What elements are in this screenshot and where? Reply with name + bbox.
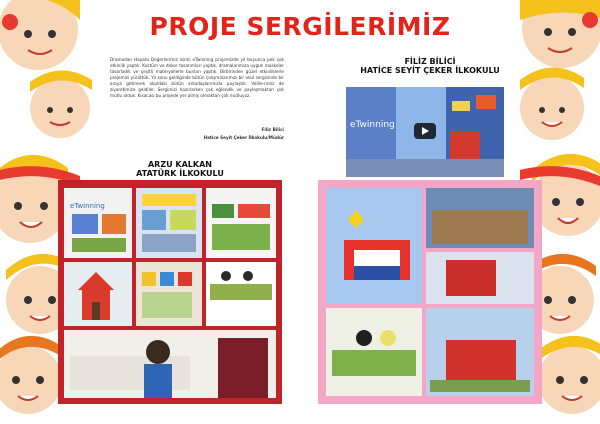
filiz-caption-school: HATİCE SEYİT ÇEKER İLKOKULU bbox=[360, 66, 500, 75]
signature-role: Hatice Seyit Çeker İlkokulu/Müdür bbox=[203, 135, 284, 140]
arzu-caption-name: ARZU KALKAN bbox=[147, 160, 212, 169]
filiz-caption bbox=[340, 57, 520, 75]
collage-atatürk-school bbox=[58, 180, 282, 404]
play-button-icon[interactable] bbox=[414, 123, 436, 139]
child-face-2-right bbox=[520, 67, 584, 140]
video-player[interactable] bbox=[346, 87, 504, 177]
collage-hatice-school bbox=[318, 180, 542, 404]
collage-left-photos bbox=[58, 180, 282, 404]
child-face-5-right bbox=[536, 336, 600, 414]
arzu-caption-school: ATATÜRK İLKOKULU bbox=[136, 169, 224, 178]
article-body: Dramadan Hayata Değerlerimiz isimli eTwinning projemizde yıl boyunca pek çok etkinlik yaptık. Kostüm ve dekor tasarımları yaptık, dramalarımıza uygun maskeler tasarladık ve çeşitli materyallerle bunları yaptık. Birbirinden güzel etkinliklerle projemizi yürüttük. Yıl sonu geldiğinde bütün çalışmalarımızı bir okul sergisinde bir araya getirerek okuldaki bütün arkadaşlarımızla paylaştık. Velile-rimiz de ziyaretimize geldiler. Sergimizi hazırlarken çok eğlendik ve paylaşmaktan çok mutlu olduk. Kısacası bu projede yer almış olmaktan çok mutluyuz. bbox=[110, 57, 284, 98]
child-face-3-right bbox=[532, 154, 600, 236]
etwinning-logo-text: eTwinning bbox=[70, 202, 105, 210]
page-title: PROJE SERGİLERİMİZ bbox=[149, 12, 451, 41]
filiz-caption-name: FİLİZ BİLİCİ bbox=[404, 57, 456, 66]
child-face-2 bbox=[30, 70, 92, 138]
signature-name: Filiz Bilici bbox=[261, 127, 284, 132]
child-face-5 bbox=[0, 336, 64, 414]
svg-text:eTwinning: eTwinning bbox=[350, 120, 395, 130]
collage-right-photos bbox=[318, 180, 542, 404]
arzu-caption bbox=[120, 160, 240, 178]
